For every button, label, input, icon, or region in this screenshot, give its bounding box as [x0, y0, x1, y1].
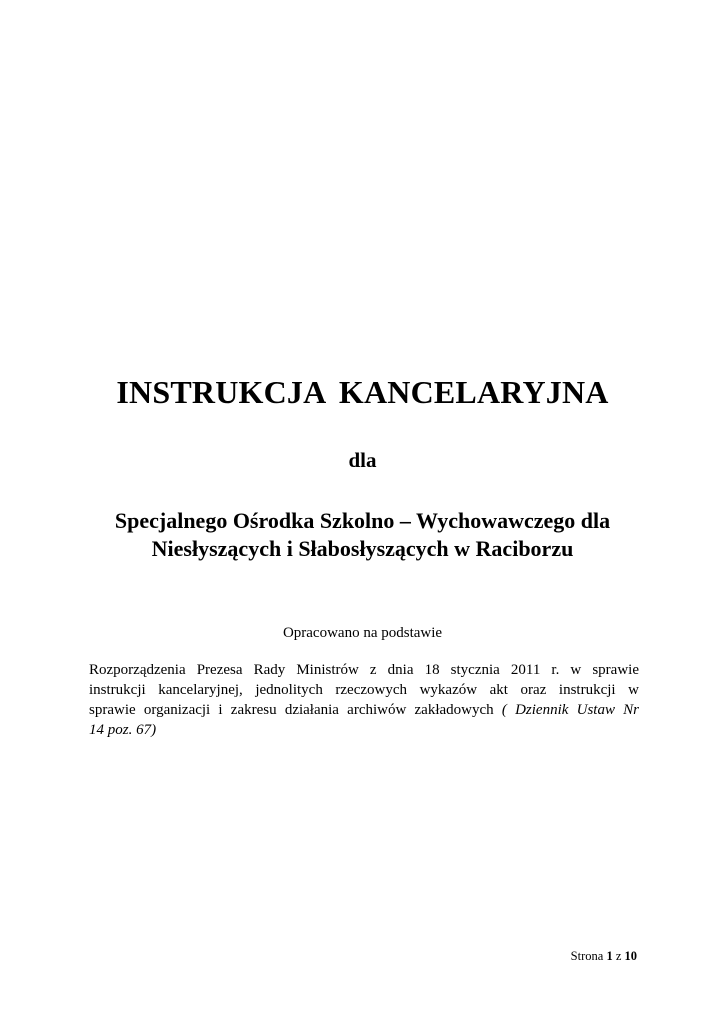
- regulation-citation-end: 14 poz. 67): [89, 722, 157, 738]
- page-number-footer: [571, 948, 637, 964]
- institution-name: [60, 507, 665, 563]
- regulation-line-3: [89, 700, 639, 720]
- regulation-line-2: instrukcji kancelaryjnej, jednolitych rzeczowych wykazów akt oraz instrukcji w: [89, 682, 639, 698]
- regulation-line-4: [89, 720, 639, 740]
- total-pages-number: 10: [624, 949, 637, 963]
- institution-line-2: Niesłyszących i Słabosłyszących w Raciborzu: [151, 536, 574, 561]
- regulation-citation-start: ( Dziennik Ustaw Nr: [501, 702, 640, 718]
- regulation-paragraph: [89, 660, 639, 740]
- current-page-number: 1: [606, 949, 613, 963]
- for-word: dla: [348, 448, 377, 472]
- basis-label: Opracowano na podstawie: [282, 625, 443, 641]
- regulation-line-1: Rozporządzenia Prezesa Rady Ministrów z dnia 18 stycznia 2011 r. w sprawie: [89, 662, 639, 678]
- regulation-line-3-text: sprawie organizacji i zakresu działania archiwów zakładowych: [89, 702, 502, 718]
- document-title: INSTRUKCJA KANCELARYJNA: [116, 374, 609, 410]
- institution-line-1: Specjalnego Ośrodka Szkolno – Wychowawczego dla: [114, 508, 611, 533]
- of-label: z: [615, 949, 622, 963]
- page-label: Strona: [570, 949, 604, 963]
